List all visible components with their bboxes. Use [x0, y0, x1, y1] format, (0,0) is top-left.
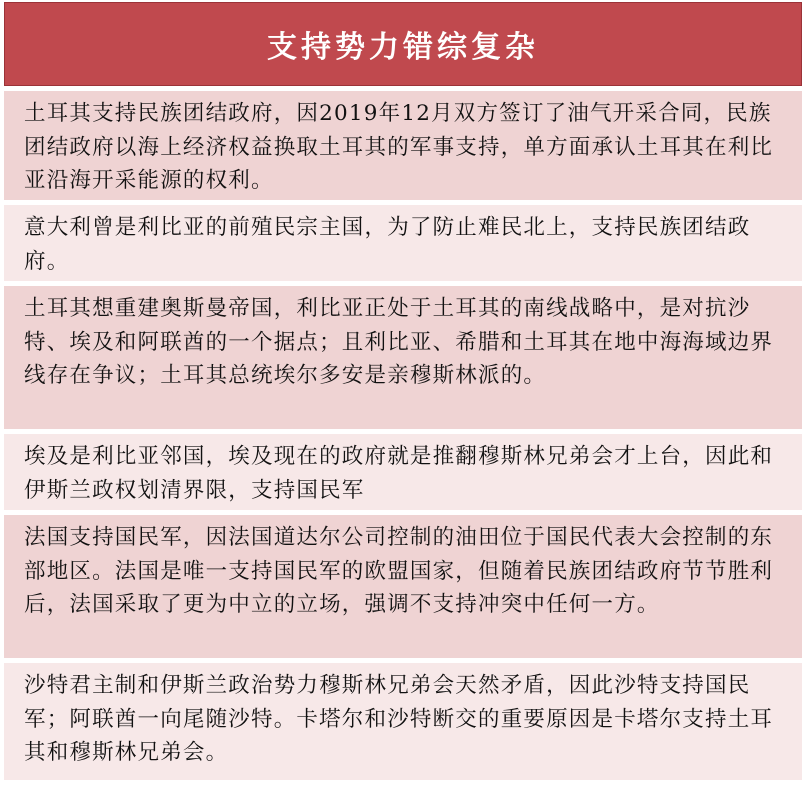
title-banner: [4, 2, 802, 86]
card-france-support: [4, 515, 802, 658]
card-text: 土耳其支持民族团结政府，因2019年12月双方签订了油气开采合同，民族团结政府以海上经济权益换取土耳其的军事支持，单方面承认土耳其在利比亚沿海开采能源的权利。: [24, 101, 774, 193]
card-text: 土耳其想重建奥斯曼帝国，利比亚正处于土耳其的南线战略中，是对抗沙特、埃及和阿联酋的一个据点；且利比亚、希腊和土耳其在地中海海域边界线存在争议；土耳其总统埃尔多安是亲穆斯林派的。: [24, 296, 774, 388]
card-egypt-support: [4, 434, 802, 510]
card-saudi-support: [4, 663, 802, 780]
card-turkey-support: [4, 91, 802, 200]
card-text: 意大利曾是利比亚的前殖民宗主国，为了防止难民北上，支持民族团结政府。: [24, 215, 751, 274]
card-text: 法国支持国民军，因法国道达尔公司控制的油田位于国民代表大会控制的东部地区。法国是唯一支持国民军的欧盟国家，但随着民族团结政府节节胜利后，法国采取了更为中立的立场，强调不支持冲突中任何一方。: [24, 525, 774, 617]
card-turkey-strategy: [4, 286, 802, 429]
card-text: 沙特君主制和伊斯兰政治势力穆斯林兄弟会天然矛盾，因此沙特支持国民军；阿联酋一向尾随沙特。卡塔尔和沙特断交的重要原因是卡塔尔支持土耳其和穆斯林兄弟会。: [24, 673, 774, 765]
page-title: 支持势力错综复杂: [267, 30, 539, 65]
card-text: 埃及是利比亚邻国，埃及现在的政府就是推翻穆斯林兄弟会才上台，因此和伊斯兰政权划清界限，支持国民军: [24, 444, 774, 503]
card-italy-support: [4, 205, 802, 281]
